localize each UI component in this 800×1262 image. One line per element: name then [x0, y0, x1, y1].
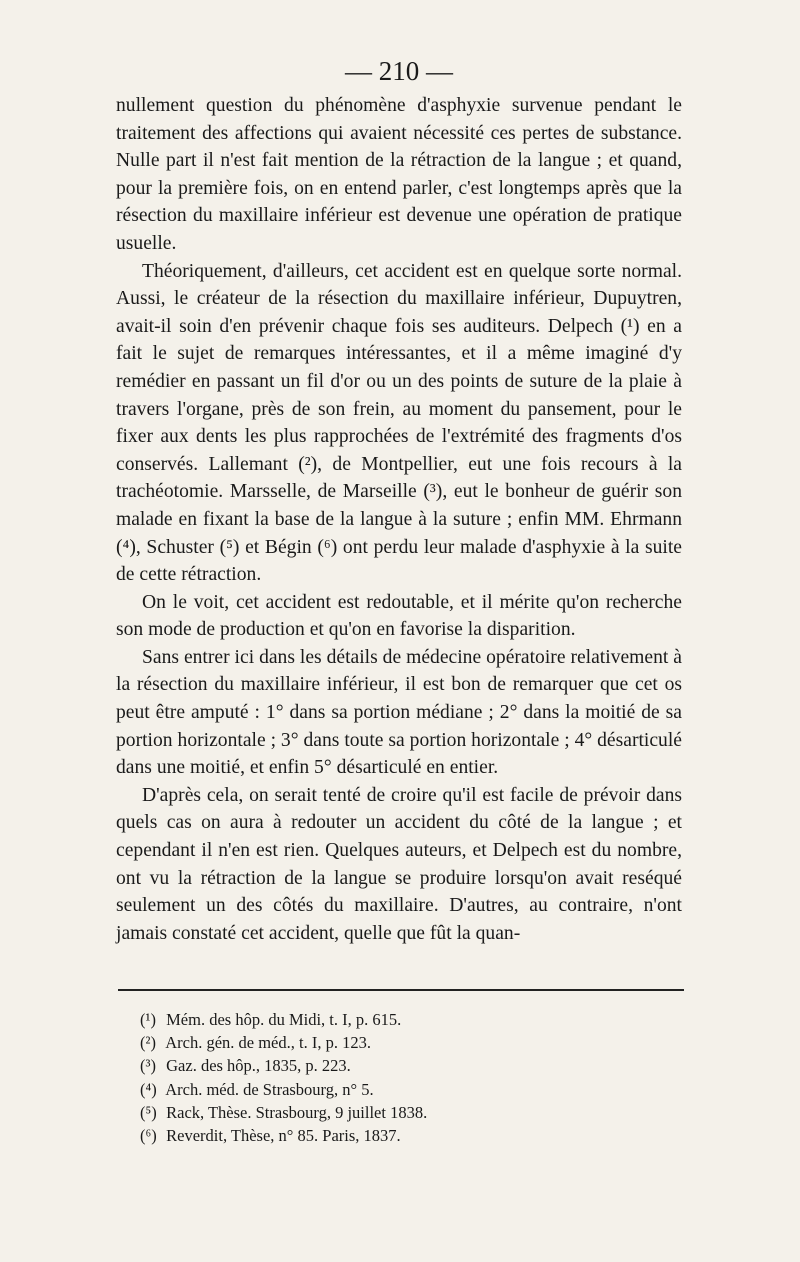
- footnote: [140, 1054, 680, 1077]
- footnote-number: (⁴): [140, 1079, 157, 1099]
- footnote-number: (¹): [140, 1010, 156, 1029]
- footnote: [140, 1031, 680, 1054]
- footnote-number: (⁶): [140, 1126, 157, 1146]
- page-content: [116, 54, 682, 947]
- paragraph: D'après cela, on serait tenté de croire qu'il est facile de prévoir dans quels cas on aura à redouter un accident du côté de la langue ; et cependant il n'en est rien. Quelques auteurs, et Delpech est du nombre, ont vu la rétraction de la langue se produire lorsqu'on avait reséqué seulement un des côtés du maxillaire. D'autres, au contraire, n'ont jamais constaté cet accident, quelle que fût la quan-: [116, 784, 682, 944]
- footnote: [140, 1101, 680, 1124]
- page-number: — 210 —: [345, 56, 453, 86]
- body-text: [116, 92, 682, 947]
- paragraph: nullement question du phénomène d'asphyxie survenue pendant le traitement des affections qui avaient nécessité ces pertes de substance. Nulle part il n'est fait mention de la rétraction de la langue ; et quand, pour la première fois, on en entend parler, c'est longtemps après que la résection du maxillaire inférieur est devenue une opération de pratique usuelle.: [116, 95, 682, 254]
- footnote-number: (⁵): [140, 1102, 157, 1122]
- footnote-text: Mém. des hôp. du Midi, t. I, p. 615.: [166, 1010, 402, 1029]
- footnote-text: Rack, Thèse. Strasbourg, 9 juillet 1838.: [166, 1102, 428, 1122]
- paragraph: Théoriquement, d'ailleurs, cet accident est en quelque sorte normal. Aussi, le créateur de la résection du maxillaire inférieur, Dupuytren, avait-il soin d'en prévenir chaque fois ses auditeurs. Delpech (¹) en a fait le sujet de remarques intéressantes, et il a même imaginé d'y remédier en passant un fil d'or ou un des points de suture de la plaie à travers l'organe, près de son frein, au moment du pansement, pour le fixer aux dents les plus rapprochées de l'extrémité des fragments d'os conservés. Lallemant (²), de Montpellier, eut une fois recours à la trachéotomie. Marsselle, de Marseille (³), eut le bonheur de guérir son malade en fixant la base de la langue à la suture ; enfin MM. Ehrmann (⁴), Schuster (⁵) et Bégin (⁶) ont perdu leur malade d'asphyxie à la suite de cette rétraction.: [116, 260, 682, 586]
- footnote-number: (³): [140, 1056, 156, 1076]
- footnote: [140, 1078, 680, 1101]
- footnote-divider: [118, 989, 684, 991]
- footnote-text: Arch. gén. de méd., t. I, p. 123.: [165, 1033, 371, 1053]
- footnote-number: (²): [140, 1033, 156, 1053]
- footnote-text: Arch. méd. de Strasbourg, n° 5.: [165, 1079, 374, 1099]
- footnotes: [140, 1008, 680, 1147]
- paragraph: On le voit, cet accident est redoutable, et il mérite qu'on recherche son mode de production et qu'on en favorise la disparition.: [116, 591, 682, 641]
- footnote-text: Gaz. des hôp., 1835, p. 223.: [166, 1056, 351, 1076]
- footnote: [140, 1008, 680, 1031]
- footnote: [140, 1124, 680, 1147]
- footnote-text: Reverdit, Thèse, n° 85. Paris, 1837.: [166, 1126, 401, 1146]
- paragraph: Sans entrer ici dans les détails de médecine opératoire relativement à la résection du maxillaire inférieur, il est bon de remarquer que cet os peut être amputé : 1° dans sa portion médiane ; 2° dans la moitié de sa portion horizontale ; 3° dans toute sa portion horizontale ; 4° désarticulé dans une moitié, et enfin 5° désarticulé en entier.: [116, 646, 682, 779]
